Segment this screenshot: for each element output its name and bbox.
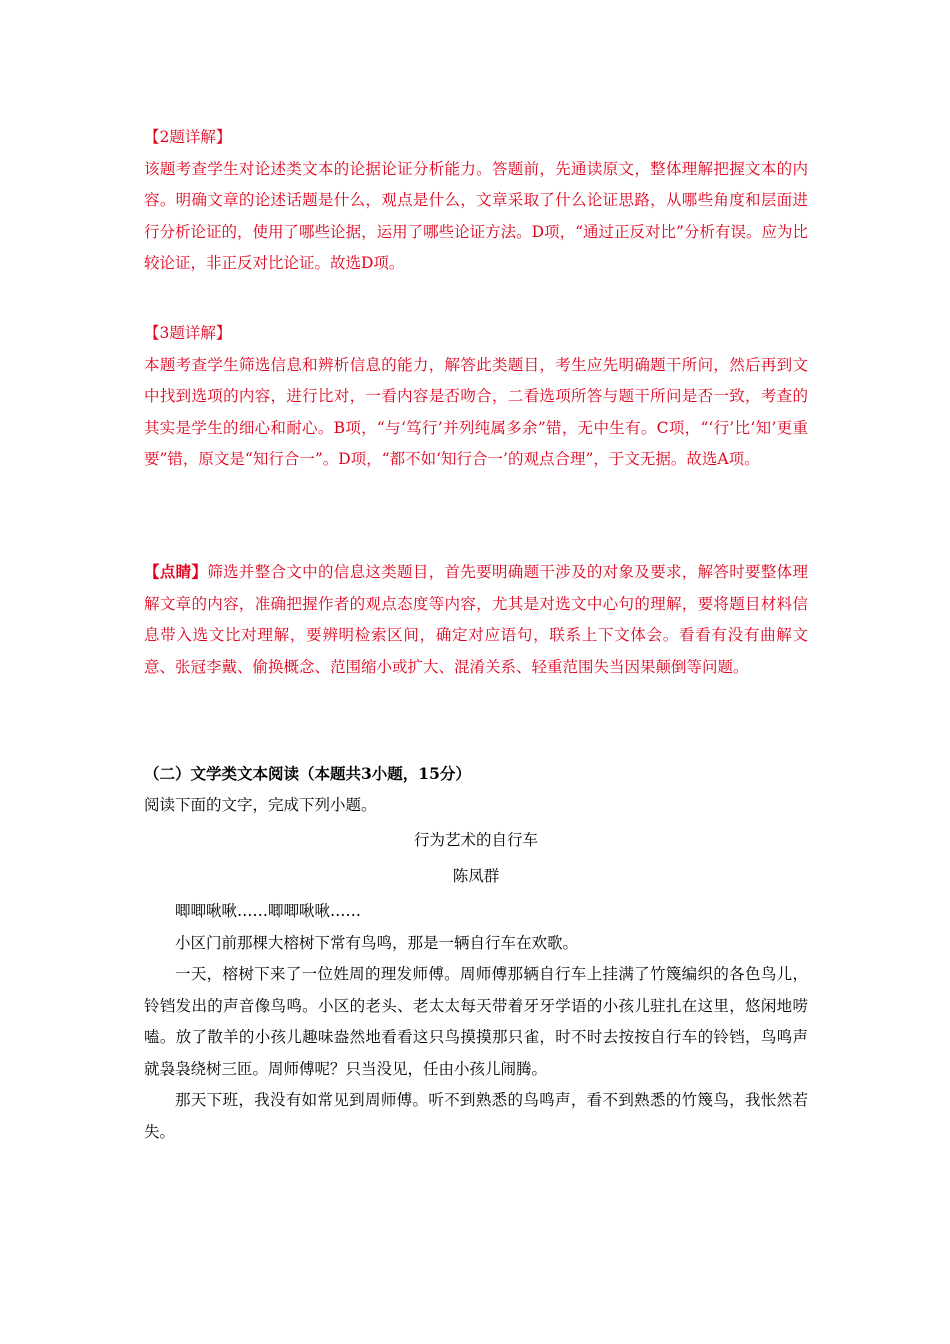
tip-label: 【点睛】 <box>144 562 208 581</box>
reading-instruction: 阅读下面的文字，完成下列小题。 <box>144 795 377 814</box>
question-2-explanation <box>144 122 808 280</box>
tip-body: 筛选并整合文中的信息这类题目，首先要明确题干涉及的对象及要求，解答时要整体理解文章的内容，准确把握作者的观点态度等内容，尤其是对选文中心句的理解，要将题目材料信息带入选文比对理解，要辨明检索区间，确定对应语句，联系上下文体会。看看有没有曲解文意、张冠李戴、偷换概念、范围缩小或扩大、混淆关系、轻重范围失当因果颠倒等问题。 <box>144 563 808 676</box>
literary-reading-section <box>144 758 808 1148</box>
question-2-body: 该题考查学生对论述类文本的论据论证分析能力。答题前，先通读原文，整体理解把握文本的内容。明确文章的论述话题是什么，观点是什么，文章采取了什么论证思路，从哪些角度和层面进行分析论证的，使用了哪些论据，运用了哪些论证方法。D项，“通过正反对比”分析有误。应为比较论证，非正反对比论证。故选D项。 <box>144 159 808 272</box>
article-author: 陈凤群 <box>452 866 500 885</box>
question-3-body: 本题考查学生筛选信息和辨析信息的能力，解答此类题目，考生应先明确题干所问，然后再到文中找到选项的内容，进行比对，一看内容是否吻合，二看选项所答与题干所问是否一致，考查的其实是学生的细心和耐心。B项，“与‘笃行’并列纯属多余”错，无中生有。C项，“‘行’比‘知’更重要”错，原文是“知行合一”。D项，“都不如‘知行合一’的观点合理”，于文无据。故选A项。 <box>144 355 808 468</box>
article-paragraph: 一天，榕树下来了一位姓周的理发师傅。周师傅那辆自行车上挂满了竹篾编织的各色鸟儿，铃铛发出的声音像鸟鸣。小区的老头、老太太每天带着牙牙学语的小孩儿驻扎在这里，悠闲地唠嗑。放了散羊的小孩儿趣味盎然地看看这只鸟摸摸那只雀，时不时去按按自行车的铃铛，鸟鸣声就袅袅绕树三匝。周师傅呢？只当没见，任由小孩儿闹腾。 <box>144 965 808 1078</box>
tip-block <box>144 556 808 683</box>
tip-paragraph <box>144 556 808 683</box>
article-paragraph: 小区门前那棵大榕树下常有鸟鸣，那是一辆自行车在欢歌。 <box>175 933 579 952</box>
article-paragraph: 唧唧啾啾……唧唧啾啾…… <box>175 902 362 920</box>
section-title: （二）文学类文本阅读（本题共3小题，15分） <box>144 764 471 783</box>
article-paragraph: 那天下班，我没有如常见到周师傅。听不到熟悉的鸟鸣声，看不到熟悉的竹篾鸟，我怅然若失。 <box>144 1091 808 1141</box>
article-title: 行为艺术的自行车 <box>413 831 538 849</box>
question-3-heading: 【3题详解】 <box>144 324 232 342</box>
question-3-explanation <box>144 318 808 476</box>
question-2-heading: 【2题详解】 <box>144 128 232 146</box>
